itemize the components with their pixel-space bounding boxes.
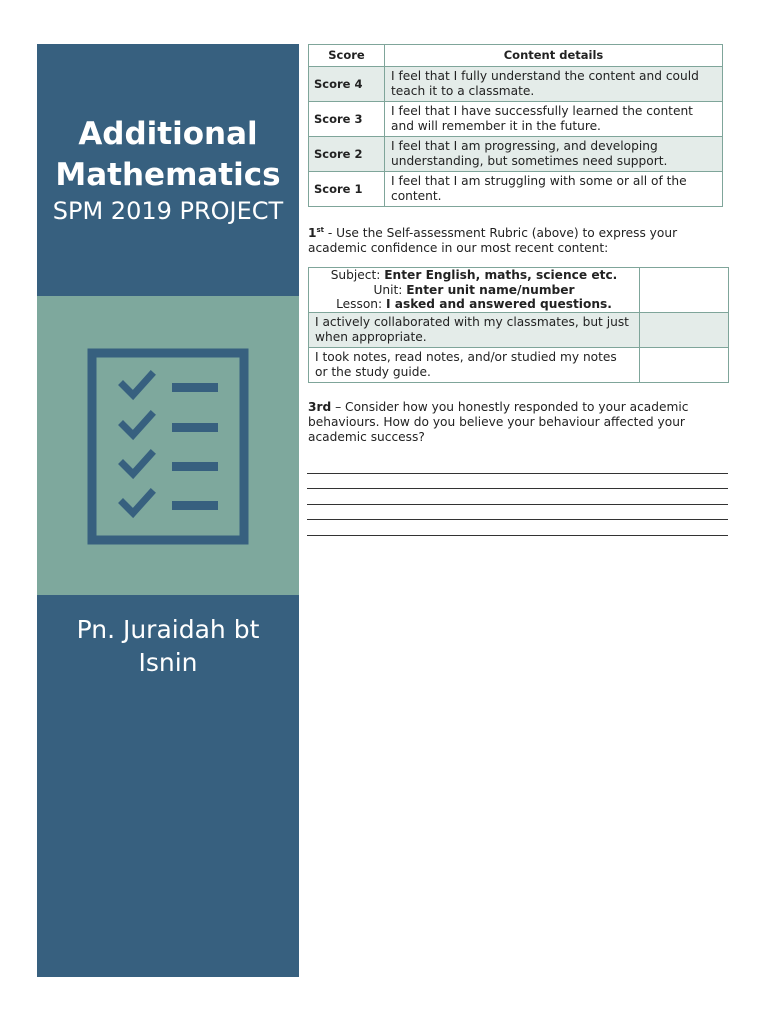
rubric-row [309,102,723,137]
behaviour-text: I took notes, read notes, and/or studied my notes or the study guide. [309,348,640,383]
lesson-label: Lesson: [336,297,386,312]
answer-line[interactable] [307,535,728,536]
question-3-text: – Consider how you honestly responded to your academic behaviours. How do you believe your behaviour affected your academic success? [308,400,689,444]
author-name [37,613,299,679]
rubric-detail: I feel that I am struggling with some or all of the content. [385,172,723,207]
rubric-header-row [309,45,723,67]
rubric-score: Score 4 [309,67,385,102]
cover-title-line1: Additional [78,116,258,152]
rubric-header-score: Score [309,45,385,67]
assessment-header-row [309,268,729,313]
unit-value[interactable]: Enter unit name/number [406,282,575,297]
author-line1: Pn. Juraidah bt [76,615,260,644]
score-cell[interactable] [640,268,729,313]
cover-title-line2: Mathematics [55,157,281,193]
question-1 [308,223,728,256]
answer-line[interactable] [307,519,728,520]
question-1-ordinal: st [316,226,324,234]
question-1-number: 1 [308,226,317,241]
rubric-score: Score 2 [309,137,385,172]
author-line2: Isnin [138,648,198,677]
lesson-line [315,297,633,312]
unit-line [315,283,633,298]
subject-label: Subject: [330,268,385,283]
rubric-row [309,137,723,172]
author-panel [37,595,299,977]
assessment-row [309,348,729,383]
cover-sidebar [37,44,299,977]
rubric-detail: I feel that I am progressing, and developing understanding, but sometimes need support. [385,137,723,172]
answer-line[interactable] [307,473,728,474]
rubric-score: Score 1 [309,172,385,207]
title-panel [37,44,299,296]
unit-label: Unit: [373,282,407,297]
subject-line [315,268,633,283]
score-cell[interactable] [640,348,729,383]
lesson-info [309,268,640,313]
rubric-row [309,67,723,102]
behaviour-text: I actively collaborated with my classmates, but just when appropriate. [309,313,640,348]
cover-subtitle: SPM 2019 PROJECT [52,197,284,225]
self-assessment-rubric [308,44,723,207]
rubric-detail: I feel that I fully understand the content and could teach it to a classmate. [385,67,723,102]
lesson-value[interactable]: I asked and answered questions. [386,297,612,312]
rubric-header-details: Content details [385,45,723,67]
question-3 [308,400,728,445]
checklist-icon [87,348,249,545]
assessment-row [309,313,729,348]
cover-title [37,114,299,196]
score-cell[interactable] [640,313,729,348]
question-3-number: 3rd [308,400,332,414]
subject-value[interactable]: Enter English, maths, science etc. [384,268,618,283]
rubric-detail: I feel that I have successfully learned the content and will remember it in the future. [385,102,723,137]
answer-line[interactable] [307,504,728,505]
icon-panel [37,296,299,595]
rubric-row [309,172,723,207]
assessment-table [308,267,729,383]
answer-line[interactable] [307,488,728,489]
question-1-text: - Use the Self-assessment Rubric (above) to express your academic confidence in our most recent content: [308,226,678,256]
rubric-score: Score 3 [309,102,385,137]
